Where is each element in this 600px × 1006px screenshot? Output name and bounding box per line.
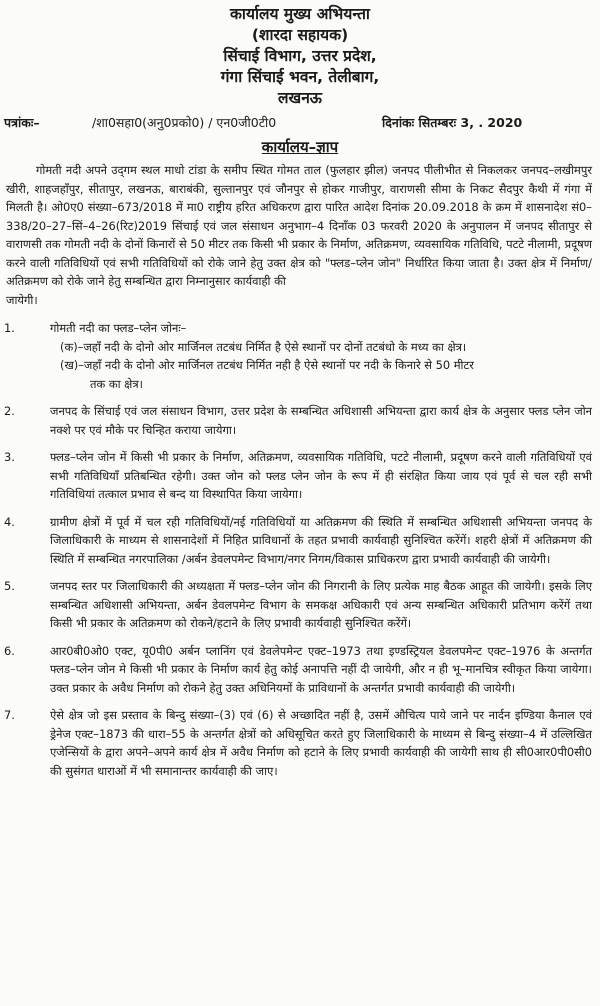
item-number: 3. bbox=[4, 450, 15, 464]
list-item bbox=[0, 402, 600, 439]
list-item bbox=[0, 706, 600, 780]
item-text: गोमती नदी का फ्लड–प्लेन जोनः– bbox=[50, 321, 187, 335]
city-name: लखनऊ bbox=[278, 89, 322, 107]
list-item bbox=[0, 319, 600, 393]
reference-row bbox=[0, 111, 600, 135]
office-name: कार्यालय मुख्य अभियन्ता bbox=[230, 5, 370, 23]
item-number: 5. bbox=[4, 579, 15, 593]
sub-item-a: (क)–जहाँ नदी के दोनो ओर मार्जिनल तटबंध निर्मित है ऐसे स्थानों पर दोनों तटबंधो के मध्य का क्षेत्र। bbox=[60, 339, 467, 354]
item-number: 4. bbox=[4, 514, 15, 529]
item-text: जनपद के सिंचाई एवं जल संसाधन विभाग, उत्तर प्रदेश के सम्बन्धित अधिशासी अभियन्ता द्वारा कार्य क्षेत्र के अनुसार फ्लड प्लेन जोन नक्शे पर एवं मौके पर चिन्हित कराया जायेगा। bbox=[50, 404, 592, 437]
list-item bbox=[0, 642, 600, 698]
item-number: 7. bbox=[4, 708, 15, 722]
date-text: दिनांकः सितम्बरः 3, . 2020 bbox=[382, 115, 523, 130]
item-text: ऐसे क्षेत्र जो इस प्रस्ताव के बिन्दु संख्या–(3) एवं (6) से अच्छादित नहीं है, उसमें औचित्य पाये जाने पर नार्दन इण्डिया कैनाल एवं ड्रेनेज एक्ट–1873 की धारा–55 के अन्तर्गत क्षेत्रों को अधिसूचित करते हुए जिलाधिकारी के माध्यम से बिन्दु संख्या–4 में उल्लिखित एजेन्सियों के द्वारा अपने–अपने कार्य क्षेत्र में अवैध निर्माण को हटाने के लिए प्रभावी कार्यवाही की जायेगी साथ ही सी0आर0पी0सी0 की सुसंगत धाराओं में भी समानान्तर कार्यवाही की जाए। bbox=[50, 708, 592, 778]
document-title: कार्यालय–ज्ञाप bbox=[261, 138, 339, 156]
ref-number-label: पत्रांकः– bbox=[4, 115, 40, 130]
building-address: गंगा सिंचाई भवन, तेलीबाग, bbox=[220, 68, 380, 86]
sub-item-b-continued: तक का क्षेत्र। bbox=[90, 376, 143, 391]
item-number: 2. bbox=[4, 404, 15, 418]
intro-paragraph-end: जायेगी। bbox=[6, 292, 38, 307]
item-text: फ्लड–प्लेन जोन में किसी भी प्रकार के निर्माण, अतिक्रमण, व्यवसायिक गतिविधि, पटटे नीलामी, प्रदूषण करने वाली गतिविधियों एवं सभी गतिविधियाँ प्रतिबन्धित रहेगी। उक्त जोन को फ्लड प्लेन जोन के रूप में ही संरक्षित किया जाय एवं पूर्व से चल रही सभी गतिविधियां तत्काल प्रभाव से बन्द या विस्थापित किया जायेगा। bbox=[50, 450, 592, 501]
list-item bbox=[0, 513, 600, 569]
item-number: 1. bbox=[4, 321, 15, 335]
sub-item-b: (ख)–जहाँ नदी के दोनो ओर मार्जिनल तटबंध निर्मित नही है ऐसे स्थानों पर नदी के किनारे से 50 मीटर bbox=[60, 358, 474, 372]
office-subtitle: (शारदा सहायक) bbox=[251, 26, 349, 44]
department-name: सिंचाई विभाग, उत्तर प्रदेश, bbox=[223, 47, 377, 65]
item-text: जनपद स्तर पर जिलाधिकारी की अध्यक्षता में फ्लड–प्लेन जोन की निगरानी के लिए प्रत्येक माह बैठक आहूत की जायेगी। इसके लिए सम्बन्धित अधिशासी अभियन्ता, अर्बन डेवलपमेन्ट विभाग के समकक्ष अधिकारी एवं अन्य सम्बन्धित अधिकारी प्रतिभाग करेंगें तथा किसी भी प्रकार के अतिक्रमण को रोकने/हटाने के लिए प्रभावी कार्यवाही सुनिश्चित करेंगें। bbox=[50, 579, 592, 630]
list-item bbox=[0, 577, 600, 633]
letterhead bbox=[0, 0, 600, 109]
item-text: ग्रामीण क्षेत्रों में पूर्व में चल रही गतिविधियों/नई गतिविधियों या अतिक्रमण की स्थिति में सम्बन्धित अधिशासी अभियन्ता जनपद के जिलाधिकारी के माध्यम से शासनादेशों में निहित प्राविधानों के तहत प्रभावी कार्यवाही सुनिश्चित करेंगें। शहरी क्षेत्रों में अतिक्रमण की स्थिति में सम्बन्धित नगरपालिका /अर्बन डेवलपमेन्ट विभाग/नगर निगम/विकास प्राधिकरण द्वारा प्रभावी कार्यवाही की जायेगी। bbox=[50, 514, 592, 566]
intro-paragraph: गोमती नदी अपने उद्‌गम स्थल माधो टांडा के समीप स्थित गोमत ताल (फुलहार झील) जनपद पीलीभीत से निकलकर जनपद–लखीमपुर खीरी, शाहजहाँपुर, सीतापुर, लखनऊ, बाराबंकी, सुल्तानपुर एवं जौनपुर से होकर गाजीपुर, वाराणसी सीमा के निकट सैदपुर कैथी में गंगा में मिलती है। ओ0ए0 संख्या–673/2018 में मा0 राष्ट्रीय हरित अधिकरण द्वारा पारित आदेश दिनांक 20.09.2018 के क्रम में शासनादेश सं0–338/20–27–सिं–4–26(रिट)2019 सिंचाई एवं जल संसाधन अनुभाग–4 दिनाँक 03 फरवरी 2020 के अनुपालन में जनपद सीतापुर से वाराणसी तक गोमती नदी के दोनों किनारों से 50 मीटर तक किसी भी प्रकार के निर्माण, अतिक्रमण, व्यवसायिक गतिविधि, पटटे नीलामी, प्रदूषण करने वाली गतिविधियों एवं सभी गतिविधियों को रोके जाने हेतु उक्त क्षेत्र को "फ्लड–प्लेन जोन" निर्धारित किया जाता है। उक्त क्षेत्र में निर्माण/अतिक्रमण को रोके जाने हेतु सम्बन्धित द्वारा निम्नानुसार कार्यवाही की bbox=[6, 163, 592, 288]
list-item bbox=[0, 448, 600, 504]
item-number: 6. bbox=[4, 643, 15, 658]
ref-number-value: /शा0सहा0(अनु0प्रको0) / एन0जी0टी0 bbox=[92, 115, 277, 130]
item-text: आर0बी0ओ0 एक्ट, यू0पी0 अर्बन प्लानिंग एवं डेवलेपमेन्ट एक्ट–1973 तथा इण्डस्ट्रियल डेवलपमेन्ट एक्ट–1976 के अन्तर्गत फ्लड–प्लेन जोन मे किसी भी प्रकार के निर्माण कार्य हेतु कोई अनापत्ति नहीं दी जायेगी, और न ही भू–मानचित्र स्वीकृत किया जायेगा। उक्त प्रकार के अवैध निर्माण को रोकने हेतु उक्त अधिनियमों के प्राविधानों के अन्तर्गत प्रभावी कार्यवाही की जायेगी। bbox=[50, 643, 592, 695]
